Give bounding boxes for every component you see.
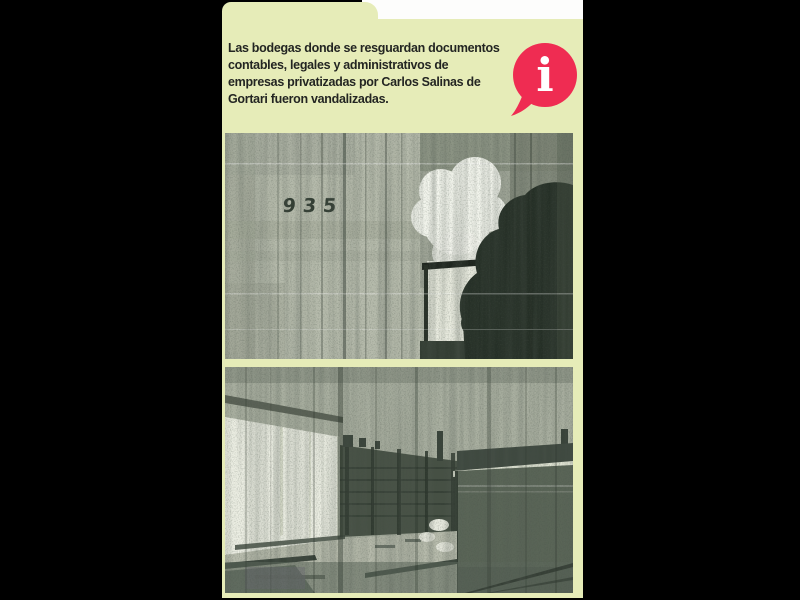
info-icon[interactable] (506, 40, 584, 120)
photo1-grain-noise (225, 133, 573, 359)
caption-line: empresas privatizadas por Carlos Salinas de (228, 75, 481, 89)
photo-warehouse-interior (225, 367, 573, 593)
caption (228, 40, 500, 108)
photo-warehouse-exterior (225, 133, 573, 359)
caption-line: Gortari fueron vandalizadas. (228, 92, 389, 106)
caption-line: contables, legales y administrativos de (228, 58, 449, 72)
news-card (222, 19, 583, 598)
info-bubble-tail (511, 94, 536, 116)
paper-sheet-edge (362, 0, 583, 19)
caption-line: Las bodegas donde se resguardan documentos (228, 41, 500, 55)
info-icon-glyph: i (536, 48, 554, 102)
photo2-grain-noise (225, 367, 573, 593)
